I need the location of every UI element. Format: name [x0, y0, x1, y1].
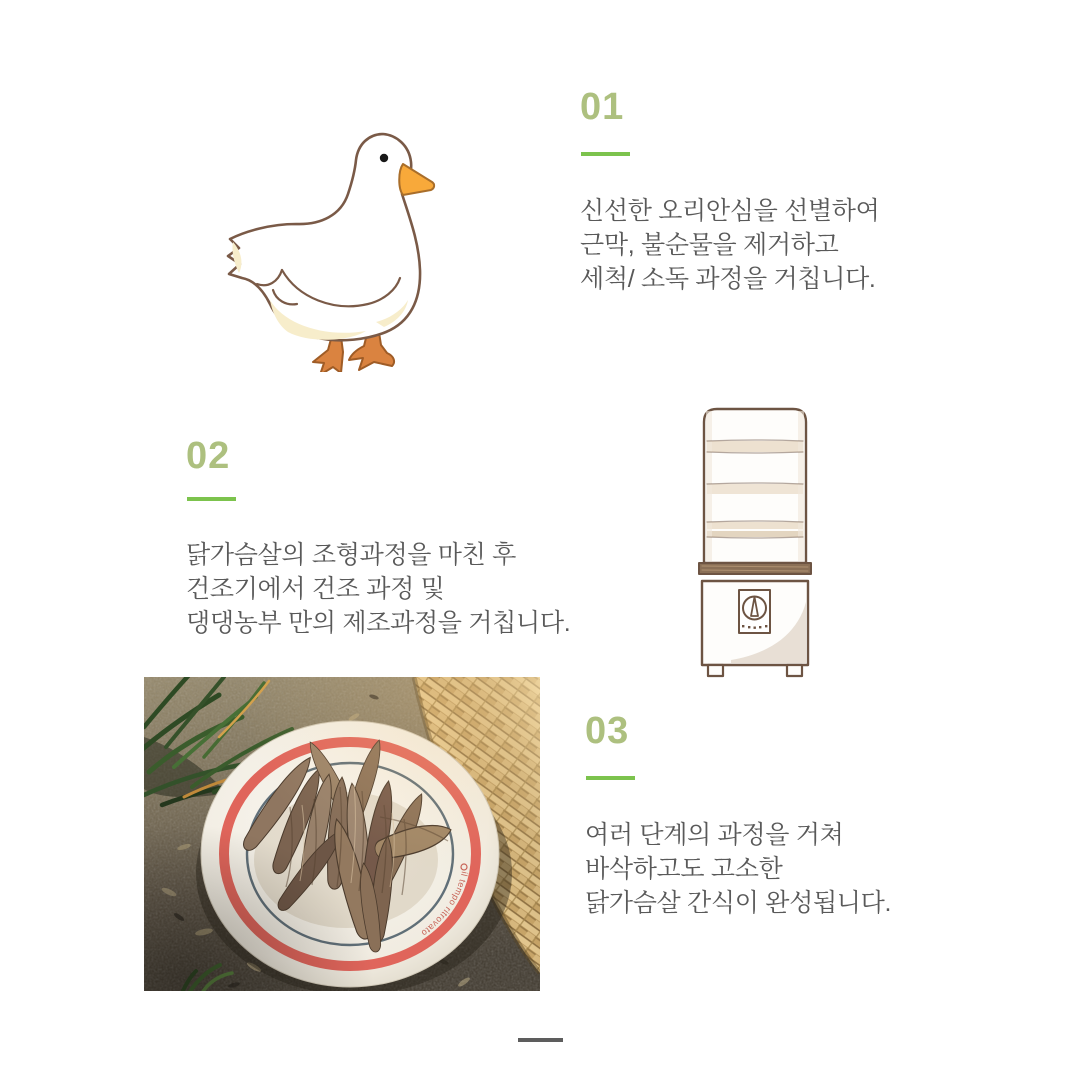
dehydrator-dial [739, 590, 770, 633]
step-text-03 [585, 818, 891, 920]
step-number-01: 01 [580, 86, 625, 128]
step-text-line: 여러 단계의 과정을 거쳐 [585, 821, 844, 849]
photo-sunlight [144, 677, 540, 991]
step-text-line: 댕댕농부 만의 제조과정을 거칩니다. [186, 609, 571, 637]
duck-beak [399, 164, 434, 195]
step-text-line: 바삭하고도 고소한 [585, 855, 783, 883]
dehydrator-foot [708, 665, 723, 676]
step-text-line: 닭가슴살의 조형과정을 마친 후 [186, 541, 516, 569]
dehydrator-base-plate [699, 563, 811, 574]
step-text-02 [186, 538, 570, 640]
dehydrator-foot [787, 665, 802, 676]
duck-eye [380, 154, 388, 162]
step-divider-01 [581, 152, 630, 156]
step-text-line: 세척/ 소독 과정을 거칩니다. [580, 265, 876, 293]
duck-body [228, 134, 420, 340]
step-text-line: 닭가슴살 간식이 완성됩니다. [585, 889, 892, 917]
step-text-line: 근막, 불순물을 제거하고 [580, 231, 839, 259]
dried-chicken-treats-on-plate-photo [144, 677, 540, 991]
step-number-02: 02 [186, 435, 231, 477]
step-divider-02 [187, 497, 236, 501]
step-text-line: 신선한 오리안심을 선별하여 [580, 197, 880, 225]
step-number-03: 03 [585, 710, 630, 752]
step-divider-03 [586, 776, 635, 780]
dehydrator-drawing [699, 409, 811, 676]
food-dehydrator-illustration [695, 400, 815, 680]
footer-dash [518, 1038, 563, 1042]
duck-drawing [228, 134, 434, 372]
duck-illustration [226, 132, 436, 372]
step-text-01 [580, 194, 880, 296]
step-text-line: 건조기에서 건조 과정 및 [186, 575, 445, 603]
